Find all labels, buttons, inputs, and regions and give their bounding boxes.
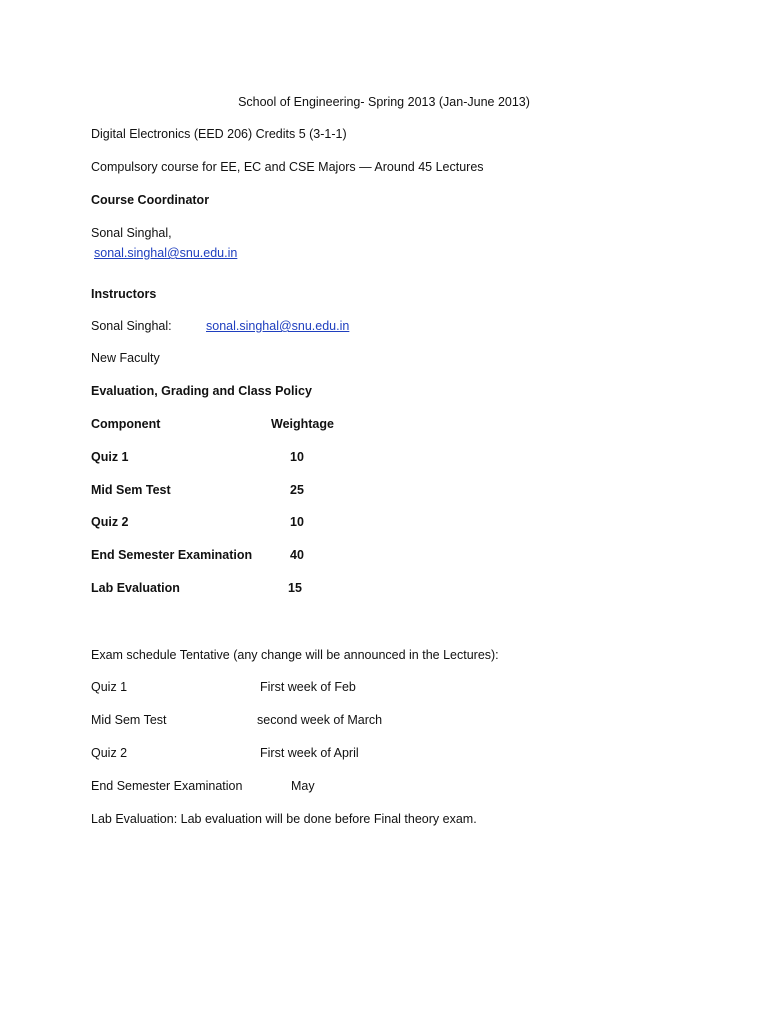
schedule-row-when: First week of Feb [260, 680, 356, 694]
eval-row-weight: 40 [290, 548, 304, 562]
eval-row-weight: 10 [290, 450, 304, 464]
eval-row-component: Lab Evaluation [91, 581, 180, 595]
lab-evaluation-note: Lab Evaluation: Lab evaluation will be done before Final theory exam. [91, 812, 477, 826]
schedule-row-exam: Quiz 1 [91, 680, 128, 694]
evaluation-heading: Evaluation, Grading and Class Policy [91, 384, 312, 398]
schedule-row-exam: Mid Sem Test [91, 713, 167, 727]
eval-row-weight: 10 [290, 515, 304, 529]
new-faculty-label: New Faculty [91, 351, 160, 365]
schedule-row-exam: End Semester Examination [91, 779, 243, 793]
course-description: Compulsory course for EE, EC and CSE Majors — Around 45 Lectures [91, 160, 484, 174]
schedule-row-when: second week of March [257, 713, 383, 727]
schedule-row-when: May [291, 779, 315, 793]
eval-row-component: Quiz 2 [91, 515, 129, 529]
col-header-component: Component [91, 417, 161, 431]
col-header-weightage: Weightage [271, 417, 334, 431]
page-title: School of Engineering- Spring 2013 (Jan-June 2013) [238, 95, 530, 109]
eval-row-weight: 25 [290, 483, 304, 497]
coordinator-email-link[interactable]: sonal.singhal@snu.edu.in [94, 246, 238, 260]
eval-row-component: Quiz 1 [91, 450, 129, 464]
coordinator-heading: Course Coordinator [91, 193, 210, 207]
schedule-row-when: First week of April [260, 746, 359, 760]
eval-row-component: Mid Sem Test [91, 483, 171, 497]
instructor-email-link[interactable]: sonal.singhal@snu.edu.in [206, 319, 350, 333]
course-name: Digital Electronics (EED 206) Credits 5 (3-1-1) [91, 127, 347, 141]
instructors-heading: Instructors [91, 287, 157, 301]
instructor-name: Sonal Singhal: [91, 319, 172, 333]
schedule-row-exam: Quiz 2 [91, 746, 128, 760]
schedule-heading: Exam schedule Tentative (any change will be announced in the Lectures): [91, 648, 499, 662]
coordinator-name: Sonal Singhal, [91, 226, 172, 240]
eval-row-weight: 15 [288, 581, 302, 595]
eval-row-component: End Semester Examination [91, 548, 253, 562]
